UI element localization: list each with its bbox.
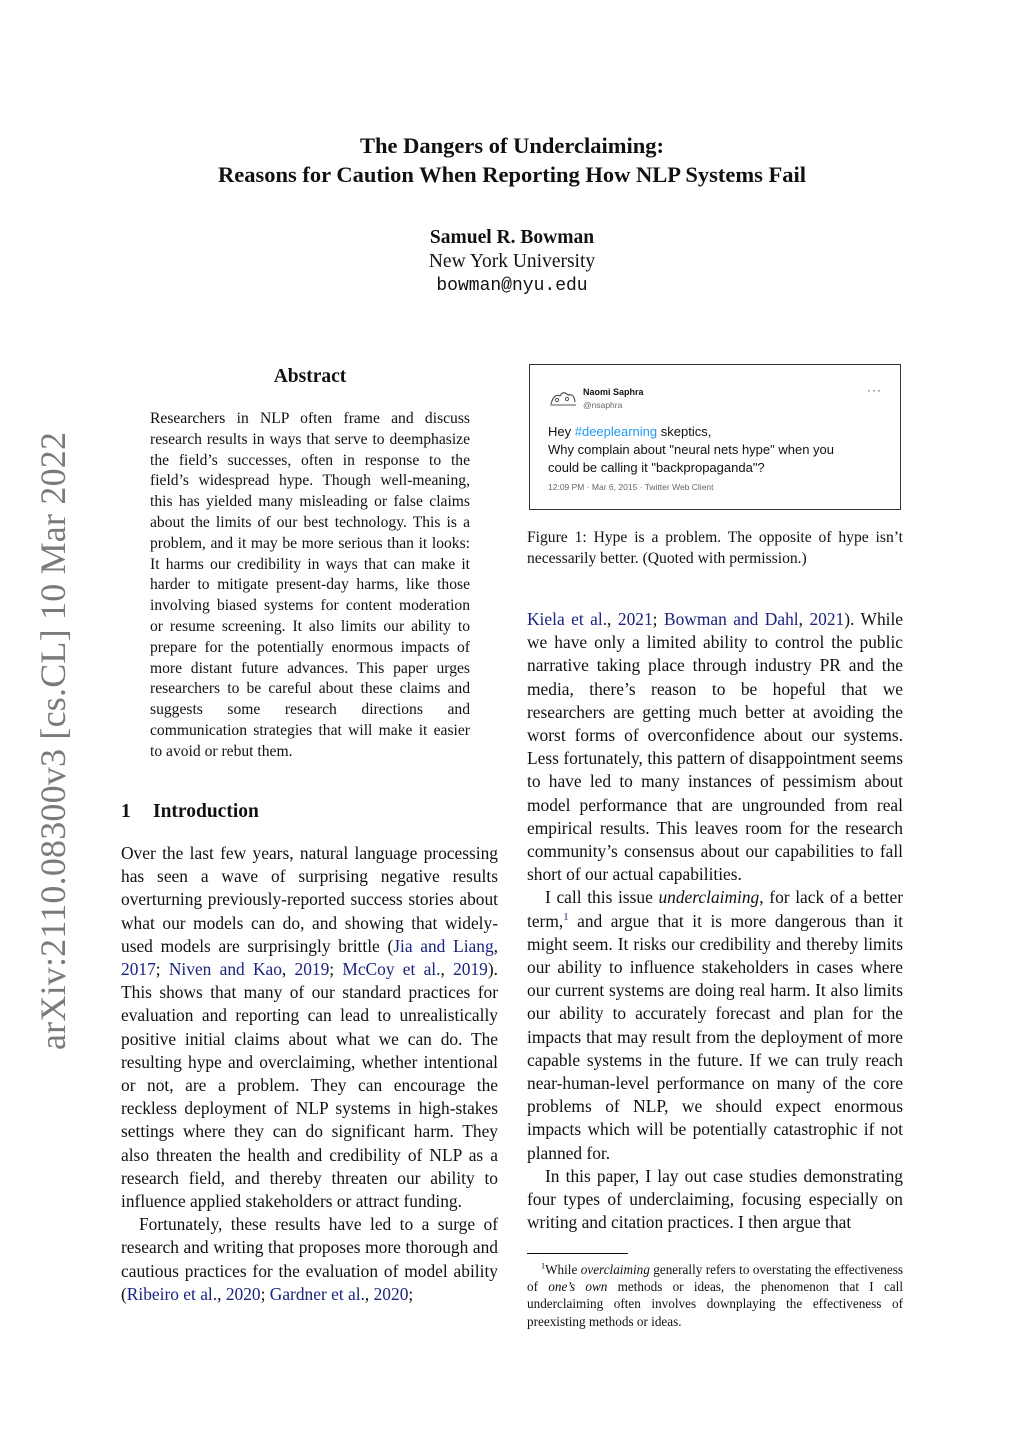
footnote-marker[interactable]: 1 [563, 910, 569, 923]
intro-paragraph-4: In this paper, I lay out case studies demonstrating four types of underclaiming, focusing especially on writing and citation practices. I then argue that [527, 1165, 903, 1233]
tweet-line-2: Why complain about "neural nets hype" when you [548, 442, 835, 457]
citation-link[interactable]: 2021 [809, 609, 845, 629]
citation-link[interactable]: Ribeiro et al. [126, 1283, 218, 1304]
abstract-heading: Abstract [273, 366, 347, 387]
text-run: Fortunately, these results have led to a surge of research and writing that proposes more thorough and cautious practices for the evaluation of model ability ( [121, 1214, 498, 1304]
figure-caption: Figure 1: Hype is a problem. The opposite of hype isn’t necessarily better. (Quoted with permission.) [527, 529, 903, 567]
tweet-text [548, 423, 888, 477]
intro-paragraph-1 [121, 842, 498, 1213]
emphasis: overclaiming [580, 1262, 650, 1277]
paper-title-line1: The Dangers of Underclaiming: [360, 133, 664, 158]
text-run: skeptics, [657, 424, 712, 439]
intro-paragraph-2 [121, 1213, 498, 1306]
paper-title-line2: Reasons for Caution When Reporting How NLP Systems Fail [218, 162, 806, 187]
section-title: Introduction [153, 801, 259, 822]
text-run: , [364, 1283, 374, 1304]
citation-link[interactable]: 2021 [617, 609, 653, 629]
text-run: , [607, 609, 618, 629]
emphasis: one’s own [548, 1279, 608, 1295]
text-run: ; [329, 959, 343, 980]
text-run: While [545, 1262, 581, 1277]
text-run: Over the last few years, natural language processing has seen a wave of surprising negative results overturning previously-reported success stories about what our models can do, and showing that widely-used models are surprisingly brittle ( [121, 843, 498, 956]
citation-link[interactable]: McCoy et al. [342, 959, 441, 980]
footnote-1 [527, 1261, 903, 1330]
text-run: ). This shows that many of our standard practices for evaluation and reporting can lead to unrealistically positive initial claims about what we can do. The resulting hype and overclaiming, whether intentional or not, are a problem. They can encourage the reckless deployment of NLP systems in high-stakes settings where they can do significant harm. They also threaten the health and credibility of NLP as a research field, and thereby threaten our ability to influence applied stakeholders or attract funding. [121, 959, 498, 1212]
section-number: 1 [121, 801, 131, 822]
text-run: ; [408, 1283, 414, 1304]
intro-paragraph-3 [527, 886, 903, 1164]
text-run: , [281, 959, 295, 980]
author-affiliation: New York University [428, 251, 596, 272]
text-run: ; [155, 959, 169, 980]
text-run: , for lack of a better term, [527, 887, 903, 931]
tweet-line-1 [548, 423, 888, 441]
citation-link[interactable]: Niven and Kao [168, 959, 282, 980]
citation-link[interactable]: 2017 [121, 959, 156, 980]
figure-tweet-screenshot [529, 364, 901, 510]
footnote-divider [527, 1253, 628, 1254]
tweet-line-3: could be calling it "backpropaganda"? [548, 460, 765, 475]
text-run: , [493, 935, 498, 956]
citation-link[interactable]: 2019 [294, 959, 330, 980]
text-run: ; [652, 609, 664, 629]
citation-link[interactable]: 2019 [453, 959, 488, 980]
text-run: Hey [548, 424, 575, 439]
footnote-text [527, 1261, 903, 1330]
author-name: Samuel R. Bowman [429, 227, 595, 248]
author-email[interactable]: bowman@nyu.edu [436, 276, 588, 296]
citation-link[interactable]: 2020 [373, 1283, 409, 1304]
citation-link[interactable]: Kiela et al. [527, 609, 608, 629]
more-options-icon: ··· [867, 383, 882, 397]
text-run: I call this issue [545, 887, 659, 908]
right-column-body [527, 608, 903, 1234]
text-run: ; [260, 1283, 270, 1304]
citation-link[interactable]: 2020 [225, 1283, 261, 1304]
text-run: , [217, 1283, 226, 1304]
tweet-author-name: Naomi Saphra [583, 387, 644, 397]
tweet-author-handle: @nsaphra [583, 400, 623, 410]
text-run: methods or ideas, the phenomenon that I call underclaiming often involves downplaying the effectiveness of preexisting methods or ideas. [527, 1279, 903, 1329]
text-run: and argue that it is more dangerous than it might seem. It risks our credibility and thereby limits our ability to influence stakeholders in cases where our current systems are doing real harm. It also limits our ability to accurately forecast and plan for the impacts that may result from the deployment of more capable systems in the future. If we can truly reach near-human-level performance on many of the core problems of NLP, we should expect enormous impacts which will be potentially catastrophic if not planned for. [527, 910, 903, 1163]
citation-link[interactable]: Gardner et al. [269, 1283, 365, 1304]
tweet-metadata: 12:09 PM · Mar 6, 2015 · Twitter Web Client [548, 482, 714, 492]
section-heading-introduction [121, 801, 259, 823]
emphasis: underclaiming [658, 887, 760, 908]
tweet-hashtag: #deeplearning [574, 424, 658, 439]
text-run: generally refers to overstating the effectiveness of [527, 1262, 903, 1295]
left-column-body [121, 842, 498, 1306]
citation-link[interactable]: Jia and Liang [393, 935, 494, 956]
citation-link[interactable]: Bowman and Dahl [663, 609, 799, 629]
abstract-text: Researchers in NLP often frame and discuss research results in ways that serve to deemphasize the field’s successes, often in response to the field’s widespread hype. Though well-meaning, this has yielded many misleading or false claims about the limits of our best technology. This is a problem, and it may be more serious than it looks: It harms our credibility in ways that can make it harder to mitigate present-day harms, like those involving biased systems for content moderation or resume screening. It also limits our ability to prepare for the potentially enormous impacts of more distant future advances. This paper urges researchers to be careful about these claims and suggests some research directions and communication strategies that will make it easier to avoid or rebut them. [150, 410, 470, 760]
text-run: ). While we have only a limited ability to control the public narrative taking place through industry PR and the media, there’s reason to be hopeful that we researchers are getting much better at avoiding the worst forms of overconfidence about our systems. Less fortunately, this pattern of disappointment seems to have led to many instances of pessimism about model performance that are ungrounded from real empirical results. This leaves room for the research community’s consensus about our capabilities to fall short of our actual capabilities. [527, 609, 904, 885]
arxiv-identifier: arXiv:2110.08300v3 [cs.CL] 10 Mar 2022 [33, 431, 73, 1050]
avatar-icon [548, 387, 578, 409]
footnote-number: 1 [541, 1261, 546, 1271]
intro-paragraph-2-continued [527, 608, 903, 886]
text-run: , [440, 959, 454, 980]
text-run: , [798, 609, 810, 629]
